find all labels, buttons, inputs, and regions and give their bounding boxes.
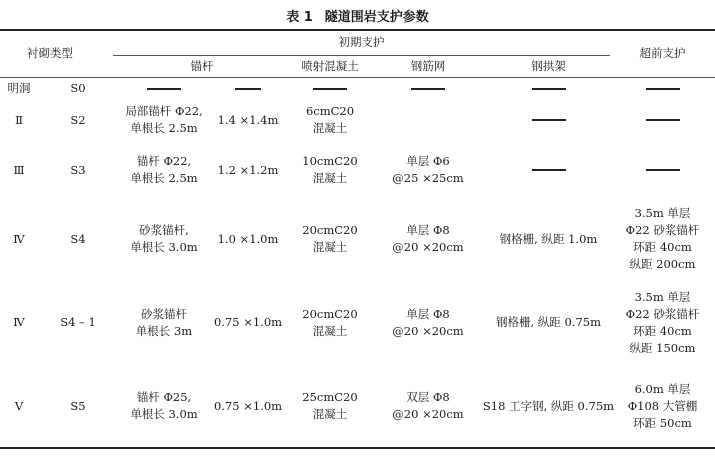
cell-line: 单层 Φ8 — [406, 223, 450, 237]
cell-code — [38, 366, 118, 446]
dash-mark — [532, 119, 566, 121]
dash-mark — [646, 119, 680, 121]
cell-line: @20 ×20cm — [392, 323, 464, 338]
cell-line: 砂浆锚杆 — [141, 306, 187, 321]
cell-line: 单根长 3m — [135, 323, 193, 338]
cell-line: Ⅳ — [13, 315, 25, 329]
cell-arch — [487, 78, 610, 99]
cell-line: 6cmC20 — [305, 104, 355, 118]
cell-line: 局部锚杆 Φ22, — [125, 104, 203, 118]
cell-advance — [610, 99, 715, 141]
header-bolt: 锚杆 — [190, 59, 214, 73]
cell-code — [38, 78, 118, 99]
cell-line: 1.0 ×1.0m — [217, 231, 279, 246]
cell-line: 混凝土 — [312, 240, 348, 254]
header-lining-type: 衬砌类型 — [27, 46, 73, 60]
cell-line: 环距 40cm — [633, 240, 692, 254]
cell-line: 1.2 ×1.2m — [217, 162, 279, 177]
dash-mark — [147, 88, 181, 90]
cell-line: 3.5m 单层 — [634, 289, 691, 304]
dash-mark — [646, 88, 680, 90]
cell-line: Ⅱ — [15, 112, 23, 127]
cell-code — [38, 199, 118, 279]
cell-line: 钢格栅, 纵距 0.75m — [496, 315, 601, 329]
cell-mesh — [369, 199, 487, 279]
cell-line: 钢格栅, 纵距 1.0m — [499, 231, 598, 246]
cell-mesh — [369, 279, 487, 366]
cell-grade — [0, 279, 38, 366]
cell-line: 0.75 ×1.0m — [213, 398, 283, 413]
header-mesh: 钢筋网 — [410, 59, 446, 73]
cell-shotcrete — [291, 366, 369, 446]
cell-line: 砂浆锚杆, — [139, 223, 189, 237]
cell-bolt-spacing — [205, 279, 291, 366]
cell-bolt — [113, 141, 215, 199]
cell-mesh — [369, 141, 487, 199]
table-caption — [0, 6, 715, 25]
cell-line: 纵距 150cm — [629, 340, 696, 355]
cell-line: Φ22 砂浆锚杆 — [625, 306, 700, 321]
dash-mark — [646, 169, 680, 171]
header-arch: 钢拱架 — [531, 59, 566, 73]
cell-line: 3.5m 单层 — [634, 206, 691, 220]
cell-arch — [487, 141, 610, 199]
cell-line: Φ22 砂浆锚杆 — [625, 223, 700, 237]
cell-bolt — [113, 279, 215, 366]
cell-mesh — [369, 99, 487, 141]
cell-line: 环距 40cm — [633, 323, 692, 338]
cell-line: Ⅴ — [14, 398, 24, 413]
cell-advance — [610, 141, 715, 199]
cell-line: 混凝土 — [312, 323, 348, 338]
cell-line: @20 ×20cm — [392, 407, 464, 421]
cell-line: S4 – 1 — [60, 315, 96, 329]
cell-line: S4 — [70, 231, 86, 246]
cell-line: 25cmC20 — [302, 390, 358, 404]
cell-line: S18 工字钢, 纵距 0.75m — [482, 398, 615, 413]
dash-mark — [411, 88, 445, 90]
cell-line: S3 — [70, 162, 86, 177]
cell-shotcrete — [291, 199, 369, 279]
cell-shotcrete — [291, 99, 369, 141]
cell-line: 1.4 ×1.4m — [217, 112, 279, 127]
cell-arch — [487, 199, 610, 279]
table-title: 隧道围岩支护参数 — [324, 10, 429, 25]
cell-advance — [610, 78, 715, 99]
cell-line: 单根长 3.0m — [130, 407, 198, 421]
cell-grade — [0, 78, 38, 99]
cell-line: 双层 Φ8 — [406, 390, 450, 404]
cell-bolt — [113, 199, 215, 279]
cell-line: 明洞 — [7, 81, 31, 95]
cell-line: 混凝土 — [312, 121, 348, 135]
cell-line: 6.0m 单层 — [634, 381, 691, 396]
cell-bolt — [113, 78, 215, 99]
cell-grade — [0, 141, 38, 199]
cell-bolt-spacing — [205, 78, 291, 99]
cell-line: 单根长 2.5m — [130, 171, 198, 185]
cell-code — [38, 279, 118, 366]
cell-line: 0.75 ×1.0m — [213, 315, 283, 329]
cell-arch — [487, 99, 610, 141]
bottom-rule — [0, 447, 715, 449]
cell-bolt-spacing — [205, 99, 291, 141]
table-number: 表 1 — [286, 10, 313, 25]
cell-advance — [610, 279, 715, 366]
cell-bolt-spacing — [205, 366, 291, 446]
dash-mark — [532, 88, 566, 90]
cell-shotcrete — [291, 279, 369, 366]
cell-bolt — [113, 366, 215, 446]
cell-grade — [0, 366, 38, 446]
cell-line: S5 — [70, 398, 86, 413]
cell-line: 混凝土 — [312, 171, 348, 185]
cell-line: Ⅳ — [13, 231, 25, 246]
header-shotcrete: 喷射混凝土 — [301, 59, 359, 73]
cell-line: 单根长 3.0m — [130, 240, 198, 254]
cell-bolt-spacing — [205, 199, 291, 279]
cell-line: 单层 Φ6 — [406, 154, 450, 168]
dash-mark — [532, 169, 566, 171]
cell-line: 混凝土 — [312, 407, 348, 421]
cell-arch — [487, 279, 610, 366]
header-initial-support: 初期支护 — [338, 35, 385, 49]
cell-mesh — [369, 366, 487, 446]
cell-line: S0 — [70, 81, 86, 95]
cell-advance — [610, 366, 715, 446]
header-advance-support: 超前支护 — [639, 46, 686, 60]
cell-shotcrete — [291, 78, 369, 99]
dash-mark — [235, 88, 261, 90]
cell-grade — [0, 99, 38, 141]
cell-line: 20cmC20 — [302, 306, 358, 321]
cell-line: 单根长 2.5m — [130, 121, 198, 135]
cell-bolt — [113, 99, 215, 141]
cell-line: 单层 Φ8 — [406, 306, 450, 321]
cell-grade — [0, 199, 38, 279]
cell-line: 环距 50cm — [633, 415, 692, 430]
cell-line: Φ108 大管棚 — [627, 398, 698, 413]
cell-shotcrete — [291, 141, 369, 199]
dash-mark — [313, 88, 347, 90]
cell-line: 20cmC20 — [302, 223, 358, 237]
cell-line: 锚杆 Φ22, — [136, 154, 192, 168]
cell-line: S2 — [70, 112, 86, 127]
cell-line: 纵距 200cm — [629, 257, 696, 271]
cell-mesh — [369, 78, 487, 99]
cell-code — [38, 99, 118, 141]
cell-bolt-spacing — [205, 141, 291, 199]
cell-advance — [610, 199, 715, 279]
cell-code — [38, 141, 118, 199]
cell-line: @25 ×25cm — [392, 171, 464, 185]
cell-line: Ⅲ — [13, 162, 25, 177]
cell-line: @20 ×20cm — [392, 240, 464, 254]
cell-line: 锚杆 Φ25, — [136, 390, 192, 404]
cell-line: 10cmC20 — [302, 154, 358, 168]
cell-arch — [482, 366, 615, 446]
